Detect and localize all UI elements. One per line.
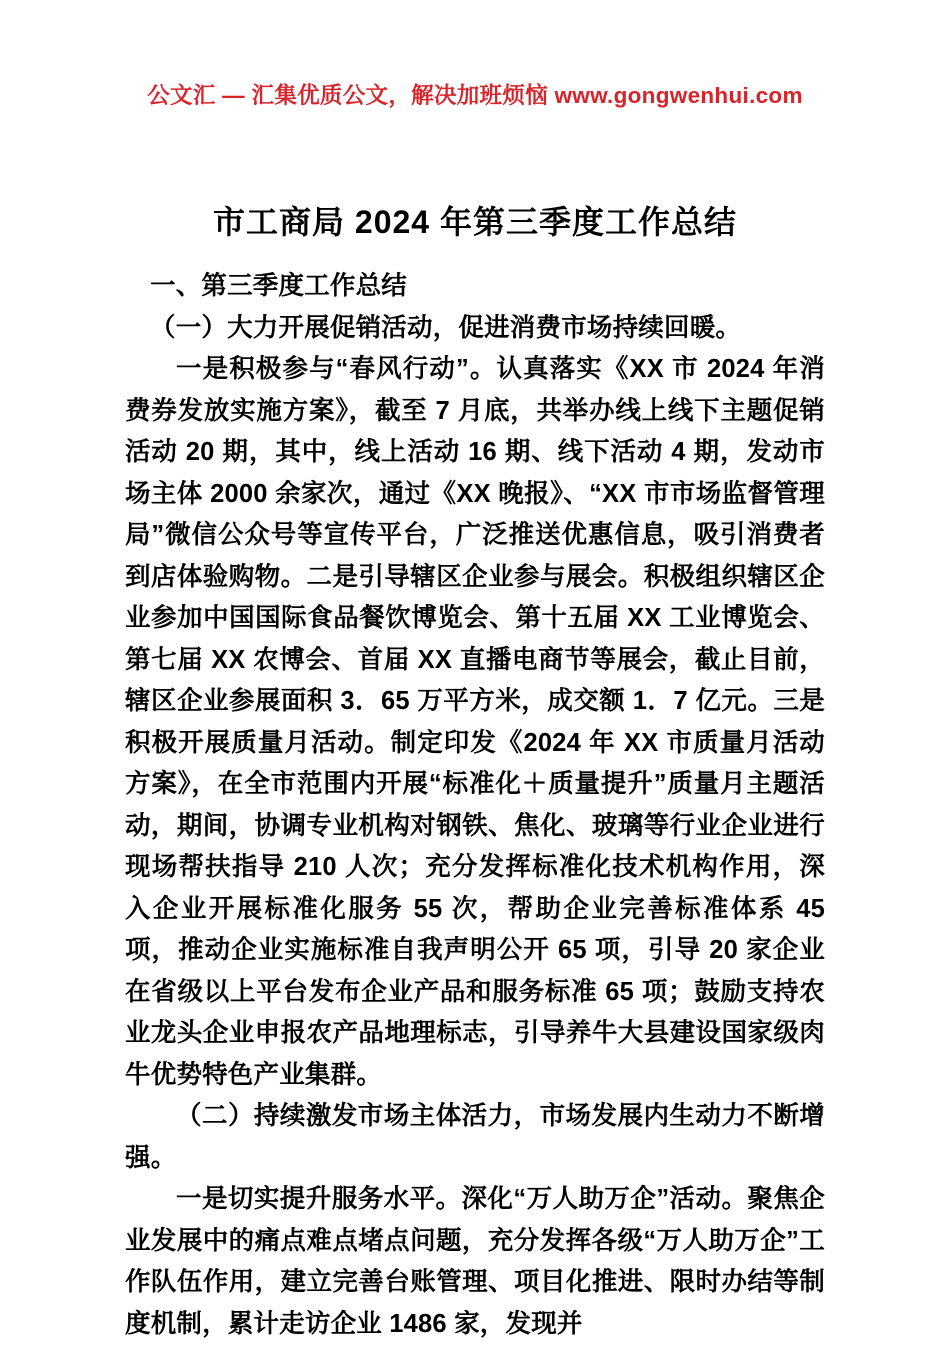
subsection-heading-1: （一）大力开展促销活动，促进消费市场持续回暖。 [150, 313, 742, 342]
watermark-banner: 公文汇 — 汇集优质公文，解决加班烦恼 www.gongwenhui.com [147, 83, 803, 108]
paragraph-2: 一是切实提升服务水平。深化“万人助万企”活动。聚焦企业发展中的痛点难点堵点问题，充分发挥各级“万人助万企”工作队伍作用，建立完善台账管理、项目化推进、限时办结等制度机制，累计走访企业 1486 家，发现并 [125, 1185, 825, 1338]
paragraph-1: 一是积极参与“春风行动”。认真落实《XX 市 2024 年消费券发放实施方案》，截至 7 月底，共举办线上线下主题促销活动 20 期，其中，线上活动 16 期、线下活动 4 期，发动市场主体 2000 余家次，通过《XX 晚报》、“XX 市市场监督管理局”微信公众号等宣传平台，广泛推送优惠信息，吸引消费者到店体验购物。二是引导辖区企业参与展会。积极组织辖区企业参加中国国际食品餐饮博览会、第十五届 XX 工业博览会、第七届 XX 农博会、首届 XX 直播电商节等展会，截止目前，辖区企业参展面积 3．65 万平方米，成交额 1．7 亿元。三是积极开展质量月活动。制定印发《2024 年 XX 市质量月活动方案》，在全市范围内开展“标准化＋质量提升”质量月主题活动，期间，协调专业机构对钢铁、焦化、玻璃等行业企业进行现场帮扶指导 210 人次；充分发挥标准化技术机构作用，深入企业开展标准化服务 55 次，帮助企业完善标准体系 45 项，推动企业实施标准自我声明公开 65 项，引导 20 家企业在省级以上平台发布企业产品和服务标准 65 项；鼓励支持农业龙头企业申报农产品地理标志，引导养牛大县建设国家级肉牛优势特色产业集群。 [125, 355, 825, 1089]
subsection-heading-2: （二）持续激发市场主体活力，市场发展内生动力不断增强。 [125, 1102, 825, 1172]
document-body [125, 266, 825, 1345]
page-title: 市工商局 2024 年第三季度工作总结 [213, 204, 737, 241]
section-heading-1: 一、第三季度工作总结 [150, 272, 408, 300]
